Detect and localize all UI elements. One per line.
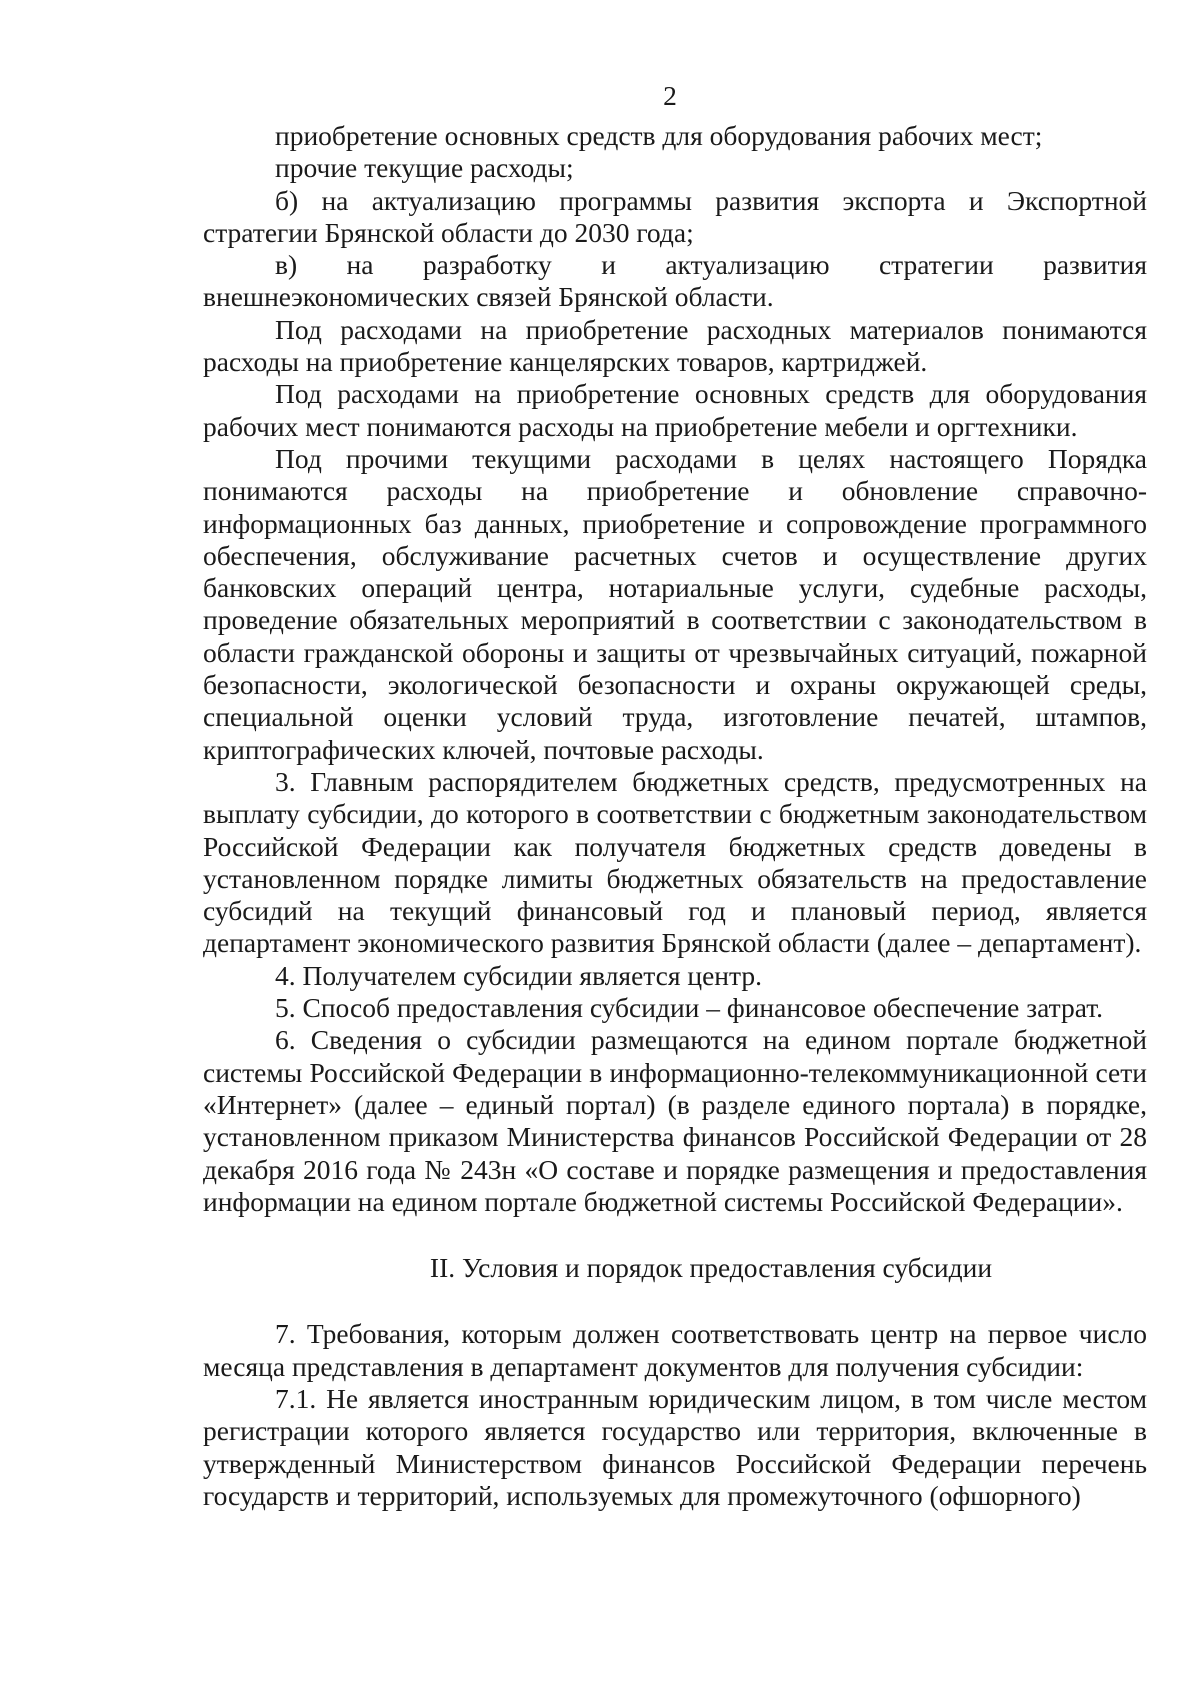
paragraph: Под прочими текущими расходами в целях настоящего Порядка понимаются расходы на приобретение и обновление справочно-информационных баз данных, приобретение и сопровождение программного обеспечения, обслуживание расчетных счетов и осуществление других банковских операций центра, нотариальные услуги, судебные расходы, проведение обязательных мероприятий в соответствии с законодательством в области гражданской обороны и защиты от чрезвычайных ситуаций, пожарной безопасности, экологической безопасности и охраны окружающей среды, специальной оценки условий труда, изготовление печатей, штампов, криптографических ключей, почтовые расходы. — [203, 442, 1147, 765]
paragraph: 4. Получателем субсидии является центр. — [275, 959, 762, 991]
document-body — [203, 120, 1147, 1512]
paragraph: Под расходами на приобретение основных средств для оборудования рабочих мест понимаются расходы на приобретение мебели и оргтехники. — [203, 378, 1147, 442]
paragraph: Под расходами на приобретение расходных материалов понимаются расходы на приобретение канцелярских товаров, картриджей. — [203, 313, 1147, 378]
paragraph: приобретение основных средств для оборудования рабочих мест; — [275, 120, 1043, 151]
section-heading: II. Условия и порядок предоставления субсидии — [429, 1252, 993, 1284]
paragraph: прочие текущие расходы; — [275, 152, 574, 184]
paragraph: 7. Требования, которым должен соответствовать центр на первое число месяца представления в департамент документов для получения субсидии: — [203, 1318, 1147, 1382]
paragraph: 6. Сведения о субсидии размещаются на едином портале бюджетной системы Российской Федерации в информационно-телекоммуникационной сети «Интернет» (далее – единый портал) (в разделе единого портала) в порядке, установленном приказом Министерства финансов Российской Федерации от 28 декабря 2016 года № 243н «О составе и порядке размещения и предоставления информации на едином портале бюджетной системы Российской Федерации». — [203, 1024, 1147, 1217]
paragraph: 7.1. Не является иностранным юридическим лицом, в том числе местом регистрации которого является государство или территория, включенные в утвержденный Министерством финансов Российской Федерации перечень государств и территорий, используемых для промежуточного (офшорного) — [203, 1382, 1147, 1511]
paragraph: 5. Способ предоставления субсидии – финансовое обеспечение затрат. — [275, 992, 1104, 1024]
paragraph: в) на разработку и актуализацию стратегии развития внешнеэкономических связей Брянской области. — [203, 249, 1147, 313]
paragraph: б) на актуализацию программы развития экспорта и Экспортной стратегии Брянской области до 2030 года; — [203, 184, 1147, 248]
paragraph: 3. Главным распорядителем бюджетных средств, предусмотренных на выплату субсидии, до которого в соответствии с бюджетным законодательством Российской Федерации как получателя бюджетных средств доведены в установленном порядке лимиты бюджетных обязательств на предоставление субсидий на текущий финансовый год и плановый период, является департамент экономического развития Брянской области (далее – департамент). — [203, 765, 1147, 959]
page-number: 2 — [663, 80, 677, 111]
